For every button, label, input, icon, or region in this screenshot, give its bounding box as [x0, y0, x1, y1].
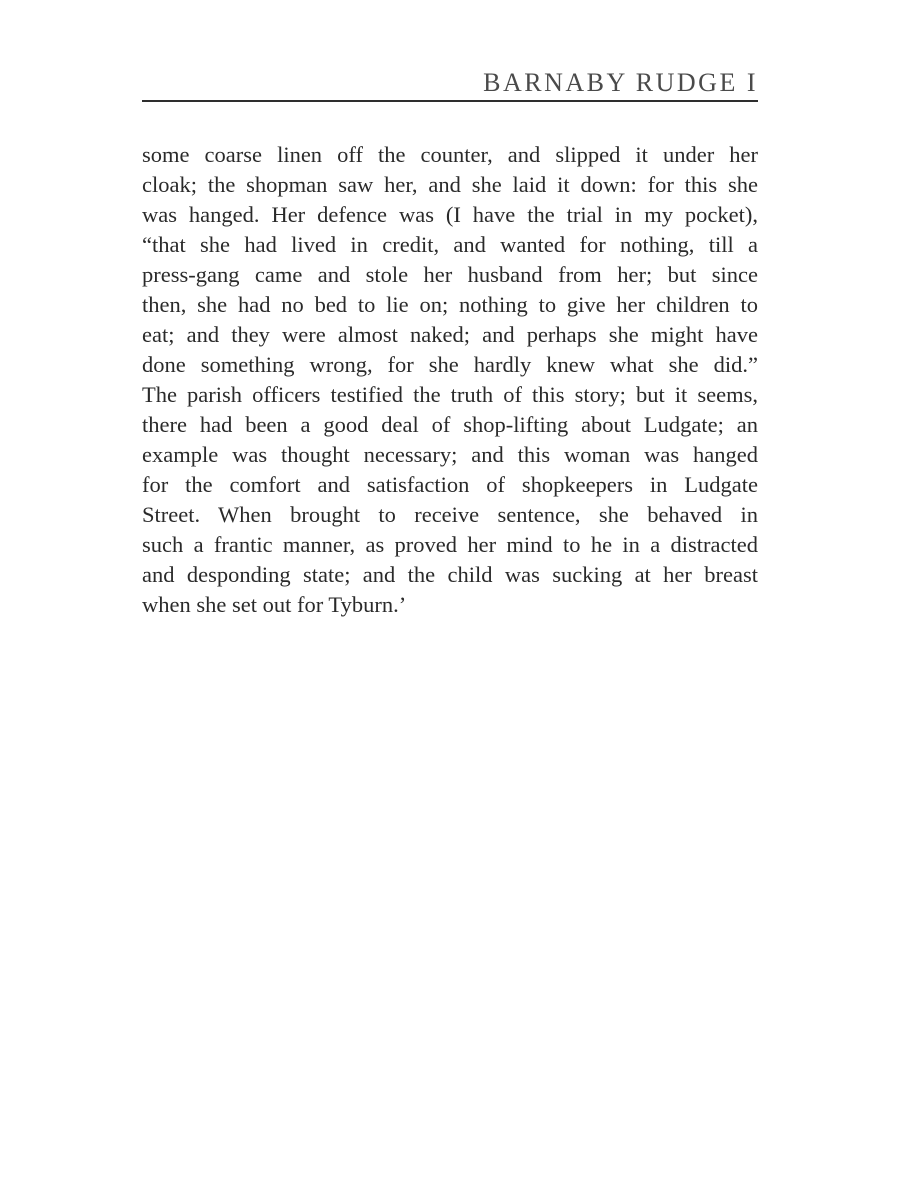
body-paragraph	[142, 140, 758, 620]
text-line: example was thought necessary; and this woman was hanged	[142, 442, 758, 467]
text-line: such a frantic manner, as proved her mind to he in a distracted	[142, 532, 758, 557]
text-line: there had been a good deal of shop-lifting about Ludgate; an	[142, 412, 758, 437]
text-line: “that she had lived in credit, and wanted for nothing, till a	[142, 232, 758, 257]
text-line: for the comfort and satisfaction of shopkeepers in Ludgate	[142, 472, 758, 497]
text-line: eat; and they were almost naked; and perhaps she might have	[142, 322, 758, 347]
text-line: done something wrong, for she hardly knew what she did.”	[142, 352, 758, 377]
text-line: cloak; the shopman saw her, and she laid it down: for this she	[142, 172, 758, 197]
text-line: press-gang came and stole her husband from her; but since	[142, 262, 758, 287]
header-rule	[142, 100, 758, 102]
text-line: Street. When brought to receive sentence, she behaved in	[142, 502, 758, 527]
running-head-title: BARNABY RUDGE I	[483, 68, 758, 97]
text-line: then, she had no bed to lie on; nothing to give her children to	[142, 292, 758, 317]
text-line: when she set out for Tyburn.’	[142, 592, 407, 617]
text-line: and desponding state; and the child was sucking at her breast	[142, 562, 758, 587]
text-line: some coarse linen off the counter, and slipped it under her	[142, 142, 758, 167]
text-line: was hanged. Her defence was (I have the trial in my pocket),	[142, 202, 758, 227]
text-line: The parish officers testified the truth of this story; but it seems,	[142, 382, 758, 407]
